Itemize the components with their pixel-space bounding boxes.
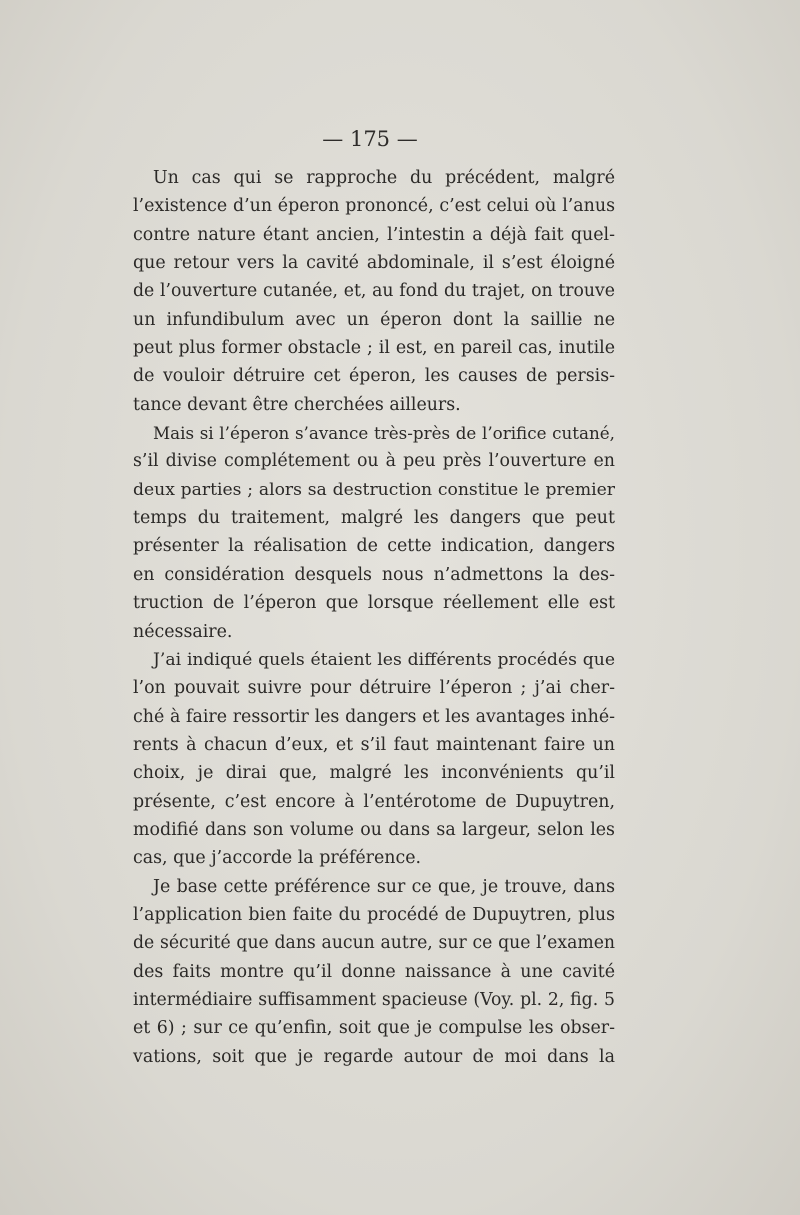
text-line: nécessaire.: [133, 621, 233, 642]
text-line: des faits montre qu’il donne naissance à une cavité: [133, 961, 615, 982]
text-line: ché à faire ressortir les dangers et les avantages inhé-: [133, 706, 615, 727]
page-number: — 175 —: [322, 127, 418, 151]
text-line: peut plus former obstacle ; il est, en pareil cas, inutile: [133, 338, 615, 359]
text-line: de vouloir détruire cet éperon, les causes de persis-: [133, 366, 615, 387]
text-line: modifié dans son volume ou dans sa largeur, selon les: [133, 819, 615, 840]
text-line: l’on pouvait suivre pour détruire l’éperon ; j’ai cher-: [133, 678, 615, 699]
text-line: présente, c’est encore à l’entérotome de Dupuytren,: [133, 791, 615, 812]
text-line: Je base cette préférence sur ce que, je trouve, dans: [153, 876, 615, 897]
text-line: J’ai indiqué quels étaient les différents procédés que: [153, 649, 615, 670]
text-line: que retour vers la cavité abdominale, il s’est éloigné: [133, 253, 615, 274]
text-line: contre nature étant ancien, l’intestin a déjà fait quel-: [133, 224, 615, 245]
text-line: rents à chacun d’eux, et s’il faut maintenant faire un: [133, 734, 615, 755]
text-line: vations, soit que je regarde autour de moi dans la: [133, 1046, 615, 1067]
text-line: intermédiaire suffisamment spacieuse (Voy. pl. 2, fig. 5: [133, 989, 615, 1010]
text-line: l’existence d’un éperon prononcé, c’est celui où l’anus: [133, 196, 615, 217]
text-line: l’application bien faite du procédé de Dupuytren, plus: [133, 904, 615, 925]
text-line: temps du traitement, malgré les dangers que peut: [133, 508, 615, 529]
text-line: tance devant être cherchées ailleurs.: [133, 394, 461, 415]
text-line: cas, que j’accorde la préférence.: [133, 848, 422, 869]
text-line: de sécurité que dans aucun autre, sur ce que l’examen: [133, 933, 615, 954]
text-line: en considération desquels nous n’admettons la des-: [133, 564, 615, 585]
text-line: Un cas qui se rapproche du précédent, malgré: [153, 168, 615, 188]
body-text: [133, 164, 615, 1071]
text-line: présenter la réalisation de cette indication, dangers: [133, 536, 615, 557]
text-line: choix, je dirai que, malgré les inconvénients qu’il: [133, 763, 615, 784]
text-line: truction de l’éperon que lorsque réellement elle est: [133, 593, 615, 614]
text-line: Mais si l’éperon s’avance très-près de l’orifice cutané,: [153, 423, 615, 444]
text-line: et 6) ; sur ce qu’enfin, soit que je compulse les obser-: [133, 1018, 615, 1039]
text-line: s’il divise complétement ou à peu près l’ouverture en: [133, 451, 615, 472]
text-line: de l’ouverture cutanée, et, au fond du trajet, on trouve: [133, 281, 615, 302]
text-line: un infundibulum avec un éperon dont la saillie ne: [133, 309, 615, 330]
text-line: deux parties ; alors sa destruction constitue le premier: [133, 479, 615, 500]
